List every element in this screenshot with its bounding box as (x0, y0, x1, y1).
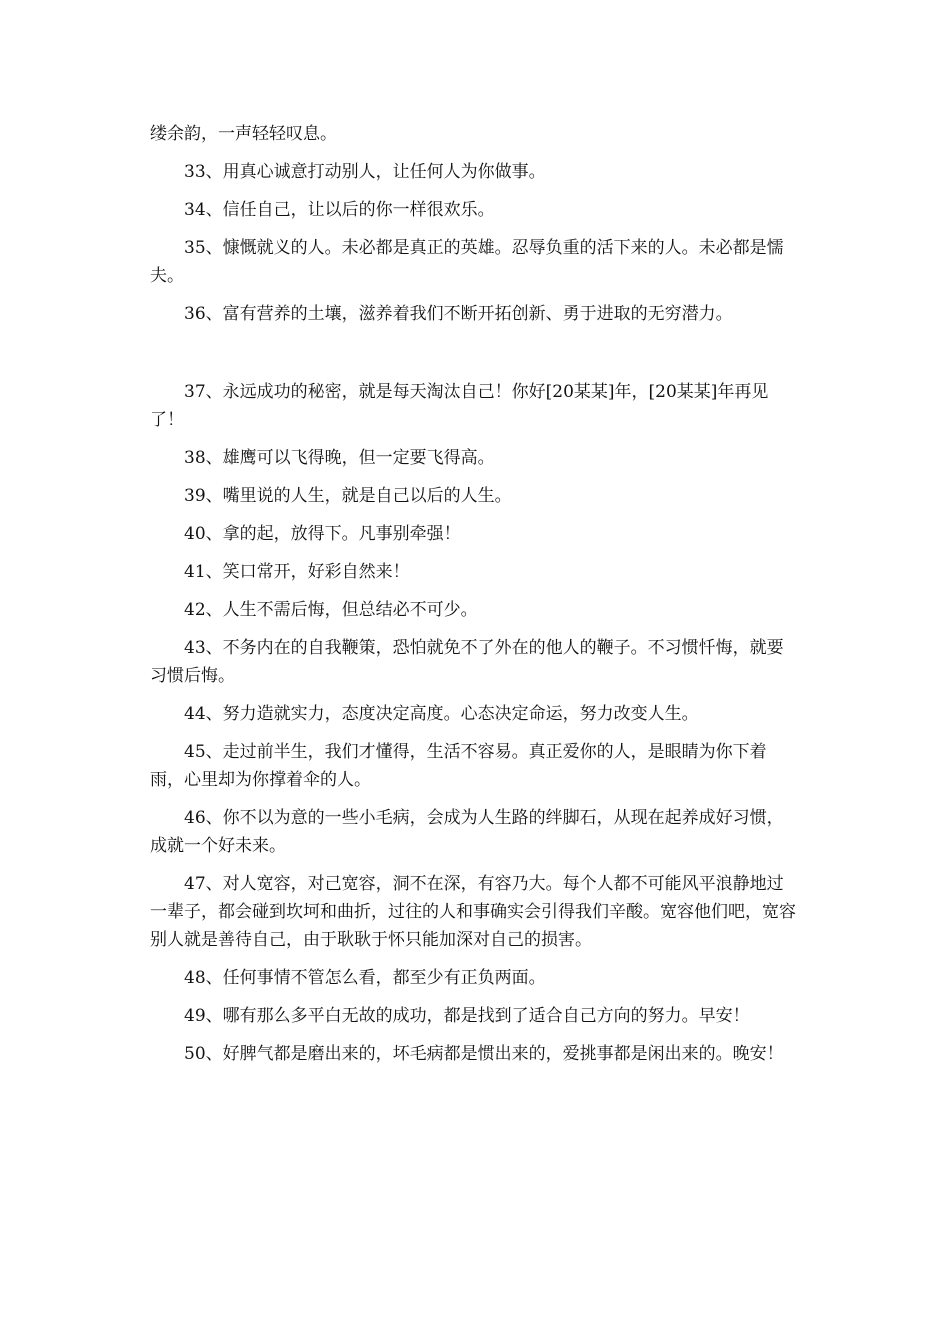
quote-36: 36、富有营养的土壤，滋养着我们不断开拓创新、勇于进取的无穷潜力。 (184, 304, 733, 324)
quote-44: 44、努力造就实力，态度决定高度。心态决定命运，努力改变人生。 (184, 704, 699, 724)
quote-39: 39、嘴里说的人生，就是自己以后的人生。 (184, 486, 512, 506)
paragraph-gap (150, 338, 800, 378)
quote-41: 41、笑口常开，好彩自然来！ (184, 562, 410, 582)
quote-40: 40、拿的起，放得下。凡事别牵强！ (184, 524, 461, 544)
quote-35: 35、慷慨就义的人。未必都是真正的英雄。忍辱负重的活下来的人。未必都是懦夫。 (150, 238, 784, 286)
quote-45: 45、走过前半生，我们才懂得，生活不容易。真正爱你的人，是眼睛为你下着雨，心里却为你撑着伞的人。 (150, 742, 767, 790)
quote-43: 43、不务内在的自我鞭策，恐怕就免不了外在的他人的鞭子。不习惯忏悔，就要习惯后悔。 (150, 638, 784, 686)
quote-47: 47、对人宽容，对己宽容，洞不在深，有容乃大。每个人都不可能风平浪静地过一辈子，都会碰到坎坷和曲折，过往的人和事确实会引得我们辛酸。宽容他们吧，宽容别人就是善待自己，由于耿耿于怀只能加深对自己的损害。 (150, 874, 796, 950)
quote-37: 37、永远成功的秘密，就是每天淘汰自己！你好[20某某]年，[20某某]年再见了！ (150, 382, 769, 430)
quote-50: 50、好脾气都是磨出来的，坏毛病都是惯出来的，爱挑事都是闲出来的。晚安！ (184, 1044, 784, 1064)
quote-49: 49、哪有那么多平白无故的成功，都是找到了适合自己方向的努力。早安！ (184, 1006, 750, 1026)
document-body (150, 120, 800, 1078)
quote-48: 48、任何事情不管怎么看，都至少有正负两面。 (184, 968, 546, 988)
quote-38: 38、雄鹰可以飞得晚，但一定要飞得高。 (184, 448, 495, 468)
quote-34: 34、信任自己，让以后的你一样很欢乐。 (184, 200, 495, 220)
quote-46: 46、你不以为意的一些小毛病，会成为人生路的绊脚石，从现在起养成好习惯，成就一个好未来。 (150, 808, 784, 856)
paragraph-continuation: 缕余韵，一声轻轻叹息。 (150, 124, 337, 144)
quote-33: 33、用真心诚意打动别人，让任何人为你做事。 (184, 162, 546, 182)
quote-42: 42、人生不需后悔，但总结必不可少。 (184, 600, 478, 620)
